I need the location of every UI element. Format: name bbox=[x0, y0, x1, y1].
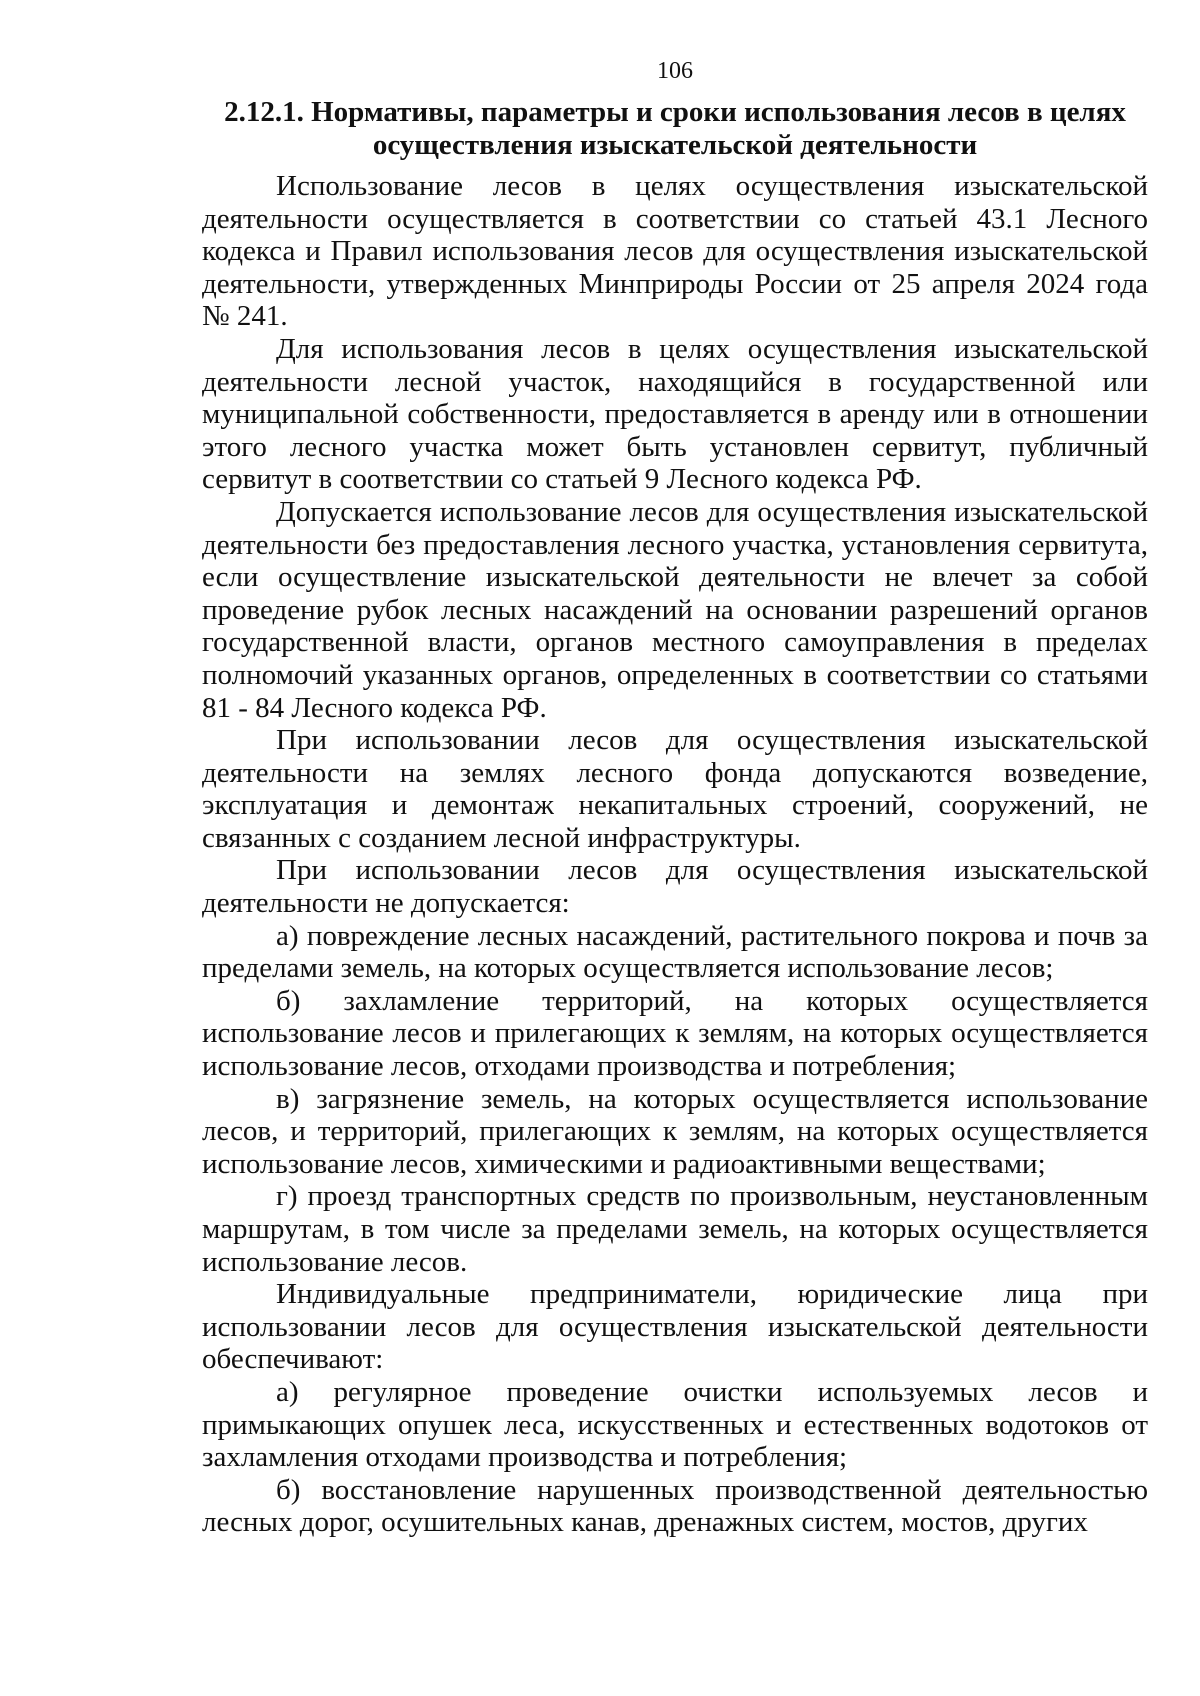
section-heading: 2.12.1. Нормативы, параметры и сроки использования лесов в целях осуществления изыскательской деятельности bbox=[224, 96, 1126, 161]
paragraph: При использовании лесов для осуществления изыскательской деятельности на землях лесного фонда допускаются возведение, эксплуатация и демонтаж некапитальных строений, сооружений, не связанных с созданием лесной инфраструктуры. bbox=[202, 724, 1148, 854]
paragraph: Индивидуальные предприниматели, юридические лица при использовании лесов для осуществления изыскательской деятельности обеспечивают: bbox=[202, 1278, 1148, 1376]
paragraph: При использовании лесов для осуществления изыскательской деятельности не допускается: bbox=[202, 854, 1148, 920]
document-page bbox=[202, 56, 1148, 1539]
paragraph: Для использования лесов в целях осуществления изыскательской деятельности лесной участок, находящийся в государственной или муниципальной собственности, предоставляется в аренду или в отношении этого лесного участка может быть установлен сервитут, публичный сервитут в соответствии со статьей 9 Лесного кодекса РФ. bbox=[202, 332, 1148, 496]
list-item: б) восстановление нарушенных производственной деятельностью лесных дорог, осушительных канав, дренажных систем, мостов, других bbox=[202, 1473, 1148, 1539]
list-item: г) проезд транспортных средств по произвольным, неустановленным маршрутам, в том числе за пределами земель, на которых осуществляется использование лесов. bbox=[202, 1180, 1148, 1278]
list-item: а) регулярное проведение очистки используемых лесов и примыкающих опушек леса, искусственных и естественных водотоков от захламления отходами производства и потребления; bbox=[202, 1375, 1148, 1474]
page-number: 106 bbox=[657, 58, 693, 84]
paragraph: Использование лесов в целях осуществления изыскательской деятельности осуществляется в соответствии со статьей 43.1 Лесного кодекса и Правил использования лесов для осуществления изыскательской деятельности, утвержденных Минприроды России от 25 апреля 2024 года № 241. bbox=[202, 170, 1148, 333]
list-item: б) захламление территорий, на которых осуществляется использование лесов и прилегающих к землям, на которых осуществляется использование лесов, отходами производства и потребления; bbox=[202, 984, 1148, 1083]
paragraph: Допускается использование лесов для осуществления изыскательской деятельности без предоставления лесного участка, установления сервитута, если осуществление изыскательской деятельности не влечет за собой проведение рубок лесных насаждений на основании разрешений органов государственной власти, органов местного самоуправления в пределах полномочий указанных органов, определенных в соответствии со статьями 81 - 84 Лесного кодекса РФ. bbox=[202, 495, 1148, 724]
list-item: а) повреждение лесных насаждений, растительного покрова и почв за пределами земель, на которых осуществляется использование лесов; bbox=[202, 919, 1148, 985]
list-item: в) загрязнение земель, на которых осуществляется использование лесов, и территорий, прилегающих к землям, на которых осуществляется использование лесов, химическими и радиоактивными веществами; bbox=[202, 1082, 1148, 1180]
